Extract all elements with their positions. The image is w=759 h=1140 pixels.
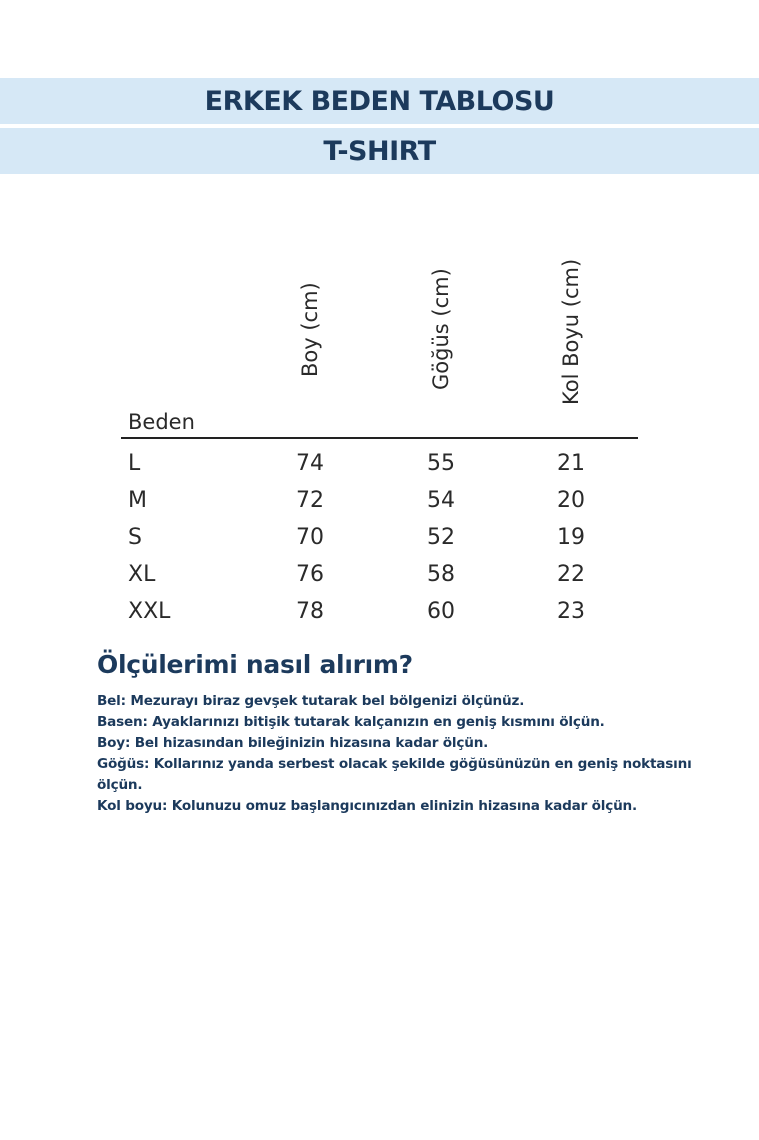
kol-boyu-cell: 20	[557, 488, 585, 513]
guide-line-kol-boyu: Kol boyu: Kolunuzu omuz başlangıcınızdan elinizin hizasına kadar ölçün.	[97, 798, 637, 814]
size-cell: S	[128, 525, 142, 550]
kol-boyu-cell: 23	[557, 599, 585, 624]
column-header-beden: Beden	[128, 410, 195, 434]
gogus-cell: 52	[427, 525, 455, 550]
gogus-cell: 58	[427, 562, 455, 587]
guide-line-basen: Basen: Ayaklarınızı bitişik tutarak kalçanızın en geniş kısmını ölçün.	[97, 714, 605, 730]
table-row	[0, 562, 759, 598]
gogus-cell: 55	[427, 451, 455, 476]
guide-line-bel: Bel: Mezurayı biraz gevşek tutarak bel bölgenizi ölçünüz.	[97, 693, 525, 709]
boy-cell: 76	[296, 562, 324, 587]
table-row	[0, 525, 759, 561]
table-row	[0, 488, 759, 524]
guide-title: Ölçülerimi nasıl alırım?	[97, 650, 413, 679]
column-header-kol-boyu: Kol Boyu (cm)	[559, 258, 583, 405]
gogus-cell: 60	[427, 599, 455, 624]
guide-line-gogus: Göğüs: Kollarınız yanda serbest olacak şekilde göğüsünüzün en geniş noktasını ölçün.	[97, 756, 692, 793]
page-title: ERKEK BEDEN TABLOSU	[204, 85, 555, 117]
page-subtitle: T-SHIRT	[323, 135, 436, 167]
kol-boyu-cell: 22	[557, 562, 585, 587]
table-row	[0, 599, 759, 635]
boy-cell: 70	[296, 525, 324, 550]
gogus-cell: 54	[427, 488, 455, 513]
column-header-gogus: Göğüs (cm)	[429, 268, 453, 390]
boy-cell: 74	[296, 451, 324, 476]
guide-line-boy: Boy: Bel hizasından bileğinizin hizasına kadar ölçün.	[97, 735, 489, 751]
size-cell: L	[128, 451, 141, 476]
boy-cell: 72	[296, 488, 324, 513]
header-divider	[121, 437, 638, 439]
measurement-guide	[97, 691, 697, 817]
size-cell: M	[128, 488, 147, 513]
boy-cell: 78	[296, 599, 324, 624]
table-row	[0, 451, 759, 487]
kol-boyu-cell: 21	[557, 451, 585, 476]
column-header-boy: Boy (cm)	[298, 282, 322, 377]
size-cell: XXL	[128, 599, 171, 624]
size-cell: XL	[128, 562, 156, 587]
kol-boyu-cell: 19	[557, 525, 585, 550]
